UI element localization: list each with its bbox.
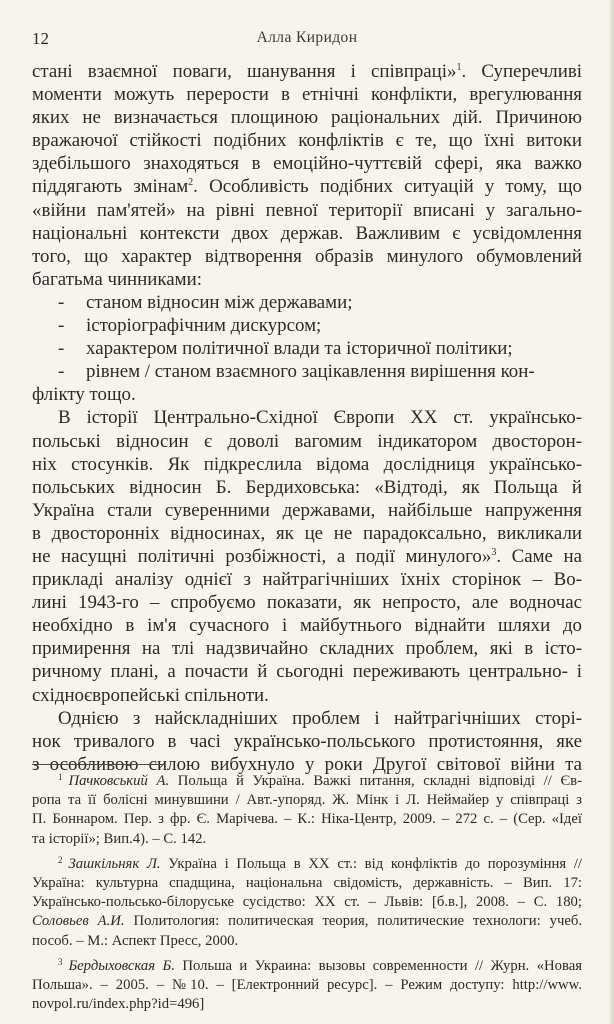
footnote-ref-3[interactable]: 3: [491, 546, 497, 558]
list-item: - рівнем / станом взаємного зацікавлення вирішення кон-: [58, 361, 535, 383]
text-line: не насущні політичні розбіжності, а події минулого»$^3$. Саме на: [32, 545, 582, 567]
text-line: В історії Центрально-Східної Європи ХХ ст. українсько-: [58, 407, 582, 429]
paragraph-3: [32, 707, 582, 776]
footnote-mark: 1: [58, 772, 63, 782]
text-line: польські відносин є доволі вагомим індикатором двосторон-: [32, 430, 582, 452]
factor-list: [32, 291, 582, 406]
list-item: - історіографічним дискурсом;: [58, 315, 322, 337]
text-line: $^3$ Бердыховская Б. Польша и Украина: вызовы современности // Журн. «Новая: [58, 956, 582, 974]
text-line: того, що характер відтворення образів минулого обумовлений: [32, 245, 582, 267]
list-item: - характером політичної влади та історичної політики;: [58, 338, 513, 360]
footnote-3: [32, 957, 582, 1015]
text-line: східноєвропейські спільноти.: [32, 684, 269, 706]
main-text: [32, 60, 582, 776]
text-line: флікту тощо.: [32, 384, 136, 406]
footnote-divider: [32, 764, 164, 765]
text-line: стані взаємної поваги, шанування і співпраці»$^1$. Суперечливі: [32, 61, 583, 82]
text-line: ніх стосунків. Як підкреслила відома дослідниця українсько-: [32, 453, 582, 475]
text-line: $^1$ Пачковський А. Польща й Україна. Важкі питання, складні відповіді // Єв-: [58, 772, 582, 789]
text-line: та історії»; Вип.4). – С. 142.: [32, 830, 207, 847]
footnote-1: [32, 772, 582, 849]
text-line: польських відносин Б. Бердиховська: «Відтоді, як Польща й: [32, 476, 582, 498]
paragraph-2: [32, 406, 582, 706]
text-line: моменти можуть перерости в етнічні конфлікти, врегулювання: [32, 84, 582, 106]
page-edge-shadow: [608, 0, 614, 1024]
text-line: ропа та її болісні минувшини / Авт.-упоряд. Ж. Мінк і Л. Неймайер у співпраці з: [32, 792, 582, 809]
text-line: Україна: культурна спадщина, національна свідомість, державність. – Вип. 17:: [32, 875, 582, 892]
footnotes: [32, 772, 582, 1020]
running-head-author: Алла Киридон: [256, 29, 358, 46]
page-number: 12: [32, 29, 49, 48]
footnote-ref-2[interactable]: 2: [188, 177, 194, 189]
text-line: ричному плані, а почасти й сьогодні переживають центрально- і: [32, 661, 582, 683]
text-line: здебільшого знаходяться в емоційно-чуттєвій сфері, яка важко: [32, 153, 582, 175]
text-line: вражаючої стійкості подібних конфліктів є те, що їхні витоки: [32, 130, 582, 152]
text-line: Польша». – 2005. – №10. – [Електронний ресурс]. – Режим доступу: http://www.: [32, 977, 582, 994]
footnote-ref-1[interactable]: 1: [456, 62, 462, 73]
footnote-2: [32, 855, 582, 951]
text-line: Українсько-польсько-білоруське сусідство: ХХ ст. – Львів: [б.в.], 2008. – С. 180;: [32, 894, 582, 911]
footnote-mark: 2: [58, 854, 63, 865]
text-line: з особливою силою вибухнуло у роки Другої світової війни та: [32, 753, 582, 775]
text-line: novpol.ru/index.php?id=496]: [32, 996, 205, 1013]
text-line: пособ. – М.: Аспект Пресс, 2000.: [32, 932, 239, 949]
footnote-author: Пачковський А.: [68, 773, 170, 789]
list-item: - станом відносин між державами;: [58, 291, 353, 313]
text-line: необхідно в ім'я сучасного і майбутнього віднайти шляхи до: [32, 615, 582, 637]
text-line: яких не визначається площиною раціональних дій. Причиною: [32, 107, 582, 129]
page-header: [32, 29, 582, 53]
text-line: П. Боннаром. Пер. з фр. Є. Марічева. – К.: Ніка-Центр, 2009. – 272 с. – (Сер. «Ідеї: [32, 811, 582, 828]
footnote-author: Соловьев А.И.: [32, 913, 125, 930]
footnote-author: Зашкільняк Л.: [68, 855, 161, 872]
text-line: Соловьев А.И. Политология: политическая теория, политические технологи: учеб.: [32, 913, 583, 930]
text-line: піддягають змінам$^2$. Особливість подібних ситуацій у тому, що: [32, 176, 582, 198]
text-line: лині 1943-го – спробуємо показати, як непросто, але водночас: [32, 592, 582, 614]
text-line: «війни пам'ятей» на рівні певної території вписані у загально-: [32, 199, 582, 221]
text-line: Україна стали суверенними державами, найбільше напруження: [32, 499, 582, 521]
paragraph-1: [32, 60, 582, 291]
text-line: прикладі аналізу однієї з найтрагічніших їхніх сторінок – Во-: [32, 569, 582, 591]
text-line: багатьма чинниками:: [32, 268, 202, 290]
text-line: Однією з найскладніших проблем і найтрагічніших сторі-: [58, 707, 582, 729]
text-line: нок тривалого в часі українсько-польського протистояння, яке: [32, 730, 582, 752]
text-line: $^2$ Зашкільняк Л. Україна і Польща в ХХ ст.: від конфліктів до порозуміння //: [58, 854, 582, 872]
footnote-mark: 3: [58, 956, 63, 967]
text-line: примирення на тлі надзвичайно складних проблем, які в істо-: [32, 638, 582, 660]
footnote-author: Бердыховская Б.: [68, 957, 175, 974]
text-line: в двосторонніх відносинах, як це не парадоксально, викликали: [32, 522, 582, 544]
text-line: національні контексти двох держав. Важливим є усвідомлення: [32, 222, 582, 244]
